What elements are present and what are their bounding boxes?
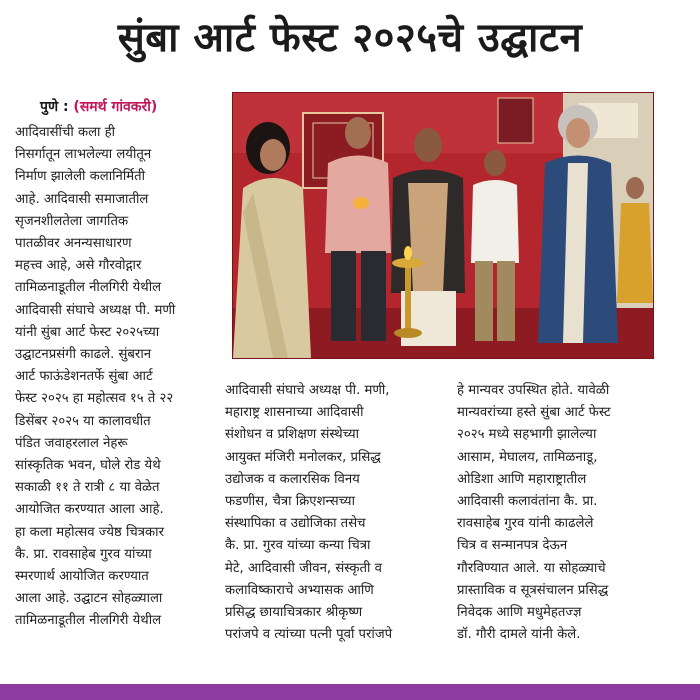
byline-reporter: (समर्थ गांवकरी) (73, 99, 158, 115)
article-line: प्रसिद्ध छायाचित्रकार श्रीकृष्ण (225, 605, 363, 621)
article-line: उद्घाटनप्रसंगी काढले. सुंबरान (15, 347, 152, 363)
article-line: फडणीस, चैत्रा क्रिएशन्सच्या (225, 494, 355, 510)
article-line: रावसाहेब गुरव यांनी काढलेले (457, 516, 594, 532)
article-line: संशोधन व प्रशिक्षण संस्थेच्या (225, 427, 360, 443)
byline (40, 97, 157, 116)
article-column-3 (457, 380, 687, 646)
article-line: निवेदक आणि मधुमेहतज्ज्ञ (457, 605, 582, 621)
article-line: तामिळनाडूतील नीलगिरी येथील (15, 613, 162, 629)
article-line: सकाळी ११ ते रात्री ८ या वेळेत (15, 480, 160, 496)
article-line: पातळीवर अनन्यसाधारण (15, 236, 132, 252)
article-line: निर्माण झालेली कलानिर्मिती (15, 169, 146, 185)
byline-city: पुणे : (40, 99, 69, 115)
article-line: यांनी सुंबा आर्ट फेस्ट २०२५च्या (15, 324, 160, 340)
article-line: फेस्ट २०२५ हा महोत्सव १५ ते २२ (15, 391, 174, 407)
article-line: पंडित जवाहरलाल नेहरू (15, 435, 128, 451)
article-line: गौरविण्यात आले. या सोहळ्याचे (457, 560, 606, 576)
article-line: सांस्कृतिक भवन, घोले रोड येथे (15, 458, 161, 474)
event-photo (232, 92, 654, 359)
article-line: आर्ट फाऊंडेशनतर्फे सुंबा आर्ट (15, 369, 153, 385)
inauguration-illustration (233, 93, 653, 358)
article-line: प्रास्ताविक व सूत्रसंचालन प्रसिद्ध (457, 582, 609, 598)
article-line: आसाम, मेघालय, तामिळनाडू, (457, 449, 598, 465)
article-line: डॉ. गौरी दामले यांनी केले. (457, 627, 581, 643)
article-line: २०२५ मध्ये सहभागी झालेल्या (457, 427, 597, 443)
article-line: आदिवासी कलावंतांना कै. प्रा. (457, 494, 598, 510)
article-line: तामिळनाडूतील नीलगिरी येथील (15, 280, 162, 296)
article-line: ओडिशा आणि महाराष्ट्रातील (457, 471, 587, 487)
article-line: चित्र व सन्मानपत्र देऊन (457, 538, 568, 554)
article-line: स्मरणार्थ आयोजित करण्यात (15, 569, 149, 585)
article-line: हे मान्यवर उपस्थित होते. यावेळी (457, 383, 610, 398)
article-line: आदिवासी संघाचे अध्यक्ष पी. मणी (15, 302, 176, 318)
article-line: महाराष्ट्र शासनाच्या आदिवासी (225, 405, 364, 421)
article-line: उद्योजक व कलारसिक विनय (225, 471, 360, 487)
article-column-1 (15, 122, 215, 633)
article-column-2 (225, 380, 440, 646)
article-line: संस्थापिका व उद्योजिका तसेच (225, 516, 366, 532)
article-line: मेटे, आदिवासी जीवन, संस्कृती व (225, 560, 382, 576)
article-line: कलाविष्काराचे अभ्यासक आणि (225, 582, 374, 598)
article-line: परांजपे व त्यांच्या पत्नी पूर्वा परांजपे (225, 627, 393, 643)
article-line: सृजनशीलतेला जागतिक (15, 213, 129, 229)
article-line: आयुक्त मंजिरी मनोलकर, प्रसिद्ध (225, 449, 381, 465)
bottom-accent-bar (0, 684, 700, 700)
article-line: हा कला महोत्सव ज्येष्ठ चित्रकार (15, 524, 164, 540)
article-line: डिसेंबर २०२५ या कालावधीत (15, 413, 151, 429)
article-line: आदिवासींची कला ही (15, 125, 116, 140)
article-line: कै. प्रा. गुरव यांच्या कन्या चित्रा (225, 538, 371, 554)
article-line: आदिवासी संघाचे अध्यक्ष पी. मणी, (225, 383, 390, 398)
article-line: आला आहे. उद्घाटन सोहळ्याला (15, 591, 163, 607)
article-line: कै. प्रा. रावसाहेब गुरव यांच्या (15, 546, 152, 562)
article-line: मान्यवरांच्या हस्ते सुंबा आर्ट फेस्ट (457, 405, 611, 421)
article-line: निसर्गातून लाभलेल्या लयीतून (15, 147, 152, 163)
article-line: आयोजित करण्यात आला आहे. (15, 502, 164, 518)
article-line: आहे. आदिवासी समाजातील (15, 191, 149, 207)
headline: सुंबा आर्ट फेस्ट २०२५चे उद्घाटन (117, 15, 583, 61)
article-line: महत्त्व आहे, असे गौरवोद्गार (15, 258, 142, 274)
